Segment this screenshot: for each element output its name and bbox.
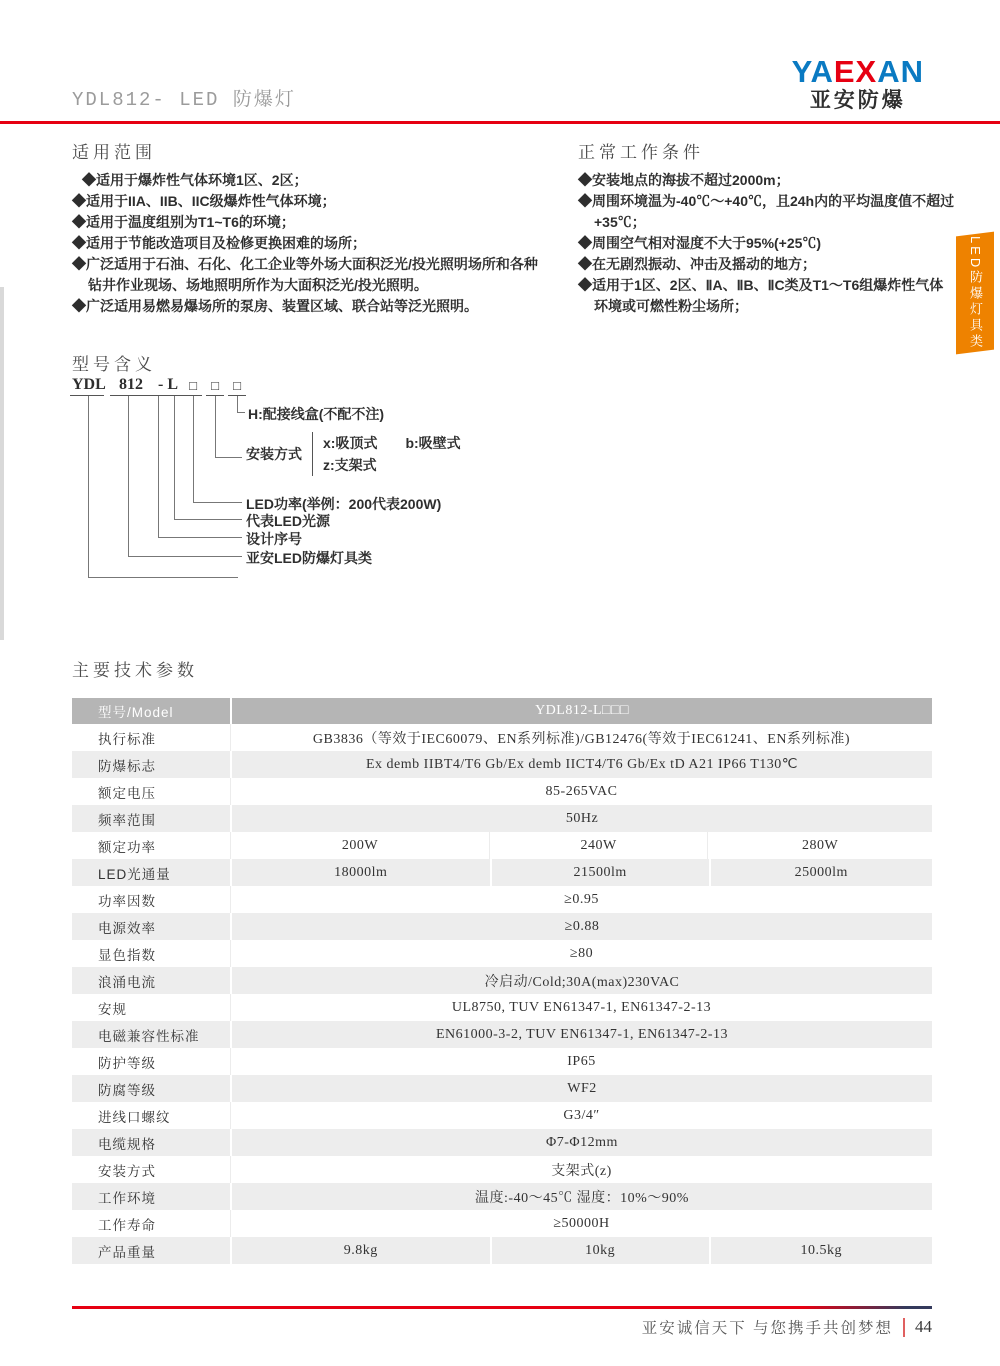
conditions-bullet-list (578, 170, 956, 317)
param-value: 21500lm (490, 859, 709, 886)
footer-motto: 亚安诚信天下 与您携手共创梦想 (641, 1320, 893, 1337)
connector-line (237, 412, 245, 413)
mount-option-x: x:吸顶式 (323, 435, 378, 451)
connector-line (193, 502, 242, 503)
param-label: 安规 (98, 1001, 127, 1017)
connector-line (128, 396, 129, 556)
param-value: G3/4″ (563, 1107, 600, 1123)
brand-logo-wordmark (792, 56, 924, 88)
list-item: ◆适用于1区、2区、ⅡA、ⅡB、ⅡC类及T1～T6组爆炸性气体环境或可燃性粉尘场所； (578, 277, 944, 314)
connector-line (193, 396, 194, 502)
model-code-box: □ (189, 378, 197, 393)
param-values (230, 1210, 932, 1237)
param-label: 电源效率 (98, 920, 156, 936)
table-row (72, 1237, 932, 1264)
param-value: 200W (341, 837, 379, 853)
param-label: 功率因数 (98, 893, 156, 909)
callout-lamp-class: 亚安LED防爆灯具类 (246, 550, 372, 566)
section-title-params: 主要技术参数 (72, 661, 198, 680)
connector-line (215, 396, 216, 457)
param-value: 9.8kg (343, 1242, 378, 1258)
params-table-header (72, 698, 932, 724)
callout-led-power: LED功率(举例：200代表200W) (246, 496, 442, 512)
param-label: 额定功率 (98, 839, 156, 855)
list-item: ◆适用于温度组别为T1~T6的环境； (72, 214, 295, 230)
params-table-body (72, 724, 932, 1264)
scope-bullet-list (72, 170, 550, 317)
param-values (230, 994, 932, 1021)
category-side-tab (956, 232, 994, 355)
param-label: 执行标准 (98, 731, 156, 747)
model-code-box: □ (211, 378, 219, 393)
table-row (72, 886, 932, 913)
param-value: YDL812-L□□□ (535, 703, 629, 718)
param-values (230, 724, 932, 751)
mounting-divider (312, 432, 313, 476)
callout-design-serial: 设计序号 (246, 531, 302, 547)
code-underline (110, 395, 150, 396)
param-value: ≥80 (569, 945, 594, 961)
connector-line (174, 396, 175, 519)
param-values (230, 1102, 932, 1129)
logo-letters-an: AN (877, 54, 924, 89)
param-values (230, 1156, 932, 1183)
param-values (230, 832, 932, 859)
param-values (230, 1021, 932, 1048)
param-label: 进线口螺纹 (98, 1109, 171, 1125)
list-item: ◆适用于节能改造项目及检修更换困难的场所； (72, 235, 366, 251)
list-item: ◆广泛适用于石油、石化、化工企业等外场大面积泛光/投光照明场所和各种钻井作业现场、场地照明所作为大面积泛光/投光照明。 (72, 256, 538, 293)
param-value: 50Hz (565, 810, 599, 826)
table-row (72, 1048, 932, 1075)
brand-logo (792, 56, 924, 114)
param-value: Ex demb IIBT4/T6 Gb/Ex demb IICT4/T6 Gb/Ex tD A21 IP66 T130℃ (366, 757, 798, 772)
param-values (230, 1183, 932, 1210)
list-item: ◆适用于爆炸性气体环境1区、2区； (82, 172, 308, 188)
table-row (72, 994, 932, 1021)
param-value: GB3836（等效于IEC60079、EN系列标准)/GB12476(等效于IEC61241、EN系列标准) (312, 731, 851, 747)
table-row (72, 832, 932, 859)
param-label: 显色指数 (98, 947, 156, 963)
logo-letters-ex: EX (833, 54, 878, 89)
param-value: IP65 (567, 1053, 596, 1069)
param-value: ≥50000H (553, 1215, 610, 1231)
model-code-segment: - L (158, 376, 178, 393)
param-value: 18000lm (334, 864, 388, 880)
param-value: 温度:-40～45℃ 湿度：10%～90% (475, 1190, 689, 1206)
category-side-tab-label: LED防爆灯具类 (967, 235, 983, 351)
connector-line (88, 577, 238, 578)
code-underline (150, 395, 184, 396)
param-values (230, 940, 932, 967)
param-values (230, 859, 932, 886)
footer-rule (72, 1306, 932, 1309)
table-row (72, 1102, 932, 1129)
list-item: ◆广泛适用易燃易爆场所的泵房、装置区域、联合站等泛光照明。 (72, 298, 478, 314)
table-row (72, 778, 932, 805)
table-row (72, 1021, 932, 1048)
brand-logo-subtitle: 亚安防爆 (809, 89, 906, 112)
connector-line (158, 396, 159, 537)
params-table (72, 698, 932, 1264)
table-row (72, 724, 932, 751)
page-title: YDL812- LED 防爆灯 (72, 89, 296, 111)
code-underline (70, 395, 104, 396)
table-row (72, 1210, 932, 1237)
page-number: 44 (915, 1317, 932, 1336)
mounting-label: 安装方式 (246, 446, 302, 462)
model-code-segment: YDL (72, 376, 106, 393)
param-label: 防腐等级 (98, 1082, 156, 1098)
param-values (230, 967, 932, 994)
table-row (72, 859, 932, 886)
param-value: WF2 (567, 1080, 597, 1096)
param-value: 85-265VAC (545, 783, 618, 799)
param-label: 额定电压 (98, 785, 156, 801)
param-values (230, 1129, 932, 1156)
param-label: 产品重量 (98, 1244, 156, 1260)
param-label: LED光通量 (98, 866, 171, 882)
table-row (72, 1156, 932, 1183)
param-label: 工作环境 (98, 1190, 156, 1206)
list-item: ◆周围空气相对湿度不大于95%(+25℃) (578, 235, 822, 251)
list-item: ◆周围环境温为-40℃～+40℃，且24h内的平均温度值不超过+35℃； (578, 193, 955, 230)
section-title-scope: 适用范围 (72, 143, 156, 162)
callout-mounting (246, 432, 461, 476)
param-value: 冷启动/Cold;30A(max)230VAC (484, 974, 680, 990)
left-edge-strip (0, 287, 4, 640)
model-code-segment: 812 (119, 376, 143, 393)
connector-line (88, 396, 89, 577)
list-item: ◆在无剧烈振动、冲击及摇动的地方； (578, 256, 816, 272)
table-row (72, 751, 932, 778)
table-row (72, 913, 932, 940)
param-values (230, 778, 932, 805)
list-item: ◆安装地点的海拔不超过2000m； (578, 172, 790, 188)
section-title-conditions: 正常工作条件 (578, 143, 704, 162)
param-values (230, 805, 932, 832)
section-title-model: 型号含义 (72, 355, 156, 374)
param-label: 浪涌电流 (98, 974, 156, 990)
connector-line (174, 519, 242, 520)
connector-line (128, 556, 242, 557)
footer-separator (903, 1318, 905, 1337)
param-label: 型号/Model (98, 705, 174, 720)
param-label: 频率范围 (98, 812, 156, 828)
param-value: 支架式(z) (551, 1163, 612, 1179)
callout-junction-box: H:配接线盒(不配不注) (248, 406, 385, 422)
header-values (230, 698, 932, 724)
logo-letters-ya: YA (791, 54, 834, 89)
table-row (72, 1129, 932, 1156)
param-value: 280W (707, 832, 932, 859)
param-value: 10kg (490, 1237, 709, 1264)
mount-option-z: z:支架式 (323, 457, 377, 473)
param-value: Φ7-Φ12mm (546, 1134, 618, 1150)
param-values (230, 913, 932, 940)
param-values (230, 1237, 932, 1264)
model-code-box: □ (233, 378, 241, 393)
connector-line (158, 537, 242, 538)
table-row (72, 967, 932, 994)
param-values (230, 1048, 932, 1075)
param-values (230, 886, 932, 913)
header-rule (0, 121, 1000, 124)
param-label: 工作寿命 (98, 1217, 156, 1233)
param-value: ≥0.95 (564, 891, 599, 907)
footer (642, 1316, 932, 1338)
param-values (230, 1075, 932, 1102)
param-value: 25000lm (709, 859, 932, 886)
param-value: 10.5kg (709, 1237, 932, 1264)
table-row (72, 1183, 932, 1210)
mounting-options (323, 432, 461, 476)
param-value: ≥0.88 (564, 918, 600, 934)
connector-line (237, 396, 238, 412)
list-item: ◆适用于IIA、IIB、IIC级爆炸性气体环境； (72, 193, 336, 209)
param-label: 防护等级 (98, 1055, 156, 1071)
table-row (72, 940, 932, 967)
callout-led-source: 代表LED光源 (246, 513, 330, 529)
param-label: 电缆规格 (98, 1136, 156, 1152)
mounting-options-row (323, 432, 461, 454)
table-row (72, 1075, 932, 1102)
param-value: UL8750, TUV EN61347-1, EN61347-2-13 (451, 999, 712, 1015)
param-value: EN61000-3-2, TUV EN61347-1, EN61347-2-13 (435, 1026, 729, 1042)
table-row (72, 805, 932, 832)
mount-option-b: b:吸壁式 (405, 435, 461, 451)
param-values (230, 751, 932, 778)
connector-line (215, 457, 242, 458)
param-label: 防爆标志 (98, 758, 156, 774)
param-label: 安装方式 (98, 1163, 156, 1179)
param-value: 240W (489, 832, 707, 859)
param-label: 电磁兼容性标准 (98, 1028, 200, 1044)
